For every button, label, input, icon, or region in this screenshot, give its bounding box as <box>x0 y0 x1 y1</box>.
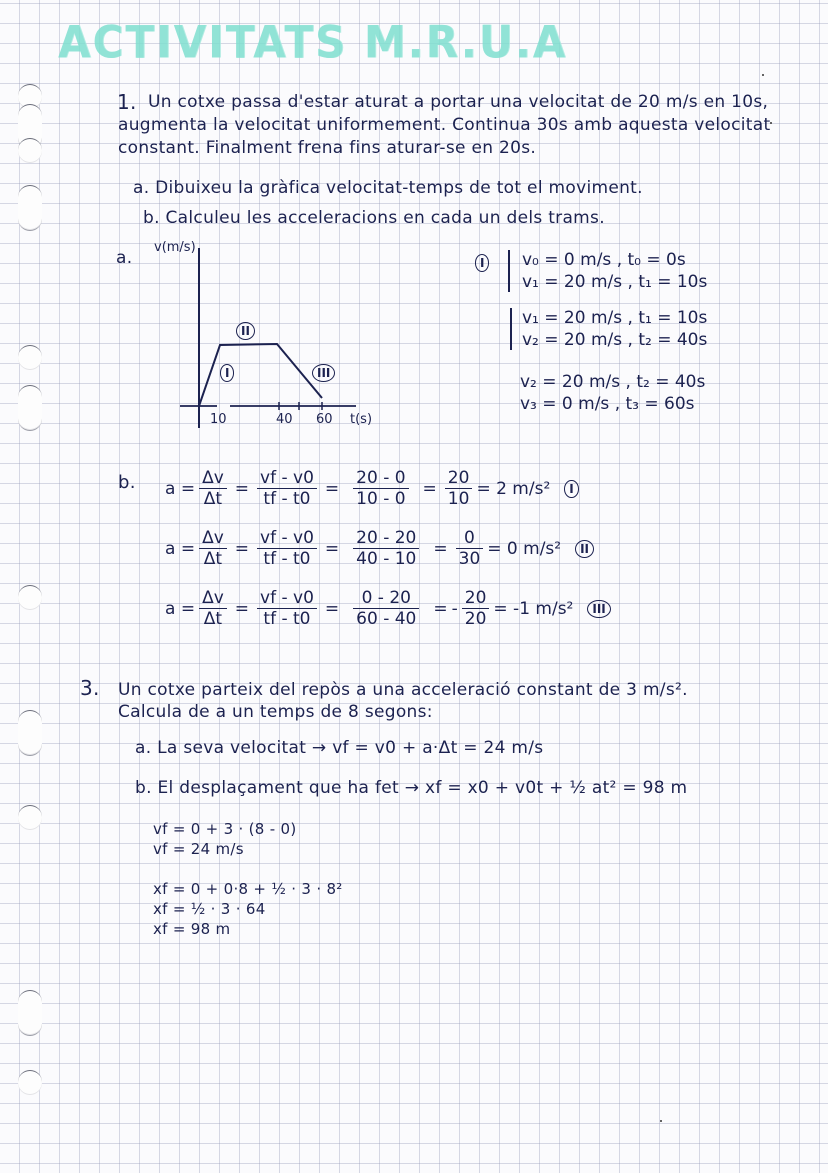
segment-marker-i: I <box>220 364 234 382</box>
answer-a-label: a. <box>116 248 133 268</box>
equation-result: = -1 m/s² <box>493 598 574 619</box>
task-text: La seva velocitat <box>157 738 307 758</box>
segment1-final: v₁ = 20 m/s , t₁ = 10s <box>522 272 708 292</box>
task-label: b. <box>143 208 160 228</box>
punch-hole <box>18 385 42 431</box>
velocity-work-line: vf = 0 + 3 · (8 - 0) <box>153 820 297 838</box>
problem3-statement-line: Calcula de a un temps de 8 segons: <box>118 702 433 722</box>
segment3-initial: v₂ = 20 m/s , t₂ = 40s <box>520 372 706 392</box>
segment-marker-ii: II <box>236 322 255 340</box>
segment2-bracket <box>510 308 512 350</box>
problem1-task-a <box>133 178 643 198</box>
task-label: a. <box>133 178 150 198</box>
task-formula: vf = v0 + a·Δt = 24 m/s <box>332 738 544 758</box>
x-axis-label: t(s) <box>350 412 373 427</box>
acceleration-row-1: a = $\frac{\Delta v}{\Delta t}$ = $\frac{vf - v0}{tf - t0}$ = $\frac{20 - 0}{10 - 0}$ = $\frac{20}{10}$ = 2 m/s² I <box>165 468 579 509</box>
problem1-statement-line: augmenta la velocitat uniformement. Continua 30s amb aquesta velocitat <box>118 115 771 135</box>
task-text: Dibuixeu la gràfica velocitat-temps de tot el moviment. <box>155 178 643 198</box>
problem3-task-a <box>135 738 543 758</box>
punch-hole <box>18 805 42 830</box>
equation-result: = 0 m/s² <box>487 538 562 559</box>
task-label: b. <box>135 778 152 798</box>
segment-data-marker-i: I <box>475 254 489 272</box>
segment-marker-iii: III <box>312 364 335 382</box>
displacement-work-line: xf = 98 m <box>153 920 231 938</box>
task-text: El desplaçament que ha fet <box>157 778 399 798</box>
y-axis-label: v(m/s) <box>154 240 196 255</box>
acceleration-row-2: a = $\frac{\Delta v}{\Delta t}$ = $\frac{vf - v0}{tf - t0}$ = $\frac{20 - 20}{40 - 10}$ = $\frac{0}{30}$ = 0 m/s² II <box>165 528 594 569</box>
problem1-statement-line: constant. Finalment frena fins aturar-se en 20s. <box>118 138 537 158</box>
punch-hole <box>18 1070 42 1095</box>
arrow-icon: → <box>311 738 327 758</box>
paper-speck <box>660 1120 662 1122</box>
punch-hole <box>18 138 42 163</box>
acceleration-row-3: a = $\frac{\Delta v}{\Delta t}$ = $\frac{vf - v0}{tf - t0}$ = $\frac{0 - 20}{60 - 40}$ = - $\frac{20}{20}$ = -1 m/s² III <box>165 588 611 629</box>
displacement-work-line: xf = 0 + 0·8 + ½ · 3 · 8² <box>153 880 343 898</box>
segment-marker-ii: II <box>575 540 594 558</box>
punch-hole <box>18 710 42 756</box>
problem1-task-b <box>143 208 605 228</box>
paper-speck <box>762 74 764 76</box>
problem3-number: 3. <box>80 676 100 700</box>
answer-b-label: b. <box>118 472 136 493</box>
equation-lhs: a = <box>165 538 196 559</box>
task-text: Calculeu les acceleracions en cada un dels trams. <box>165 208 605 228</box>
punch-hole <box>18 990 42 1036</box>
segment-marker-iii: III <box>587 600 610 618</box>
equation-lhs: a = <box>165 598 196 619</box>
segment1-initial: v₀ = 0 m/s , t₀ = 0s <box>522 250 686 270</box>
equation-result: = 2 m/s² <box>476 478 551 499</box>
segment3-final: v₃ = 0 m/s , t₃ = 60s <box>520 394 695 414</box>
punch-hole <box>18 345 42 370</box>
page-title: ACTIVITATS M.R.U.A <box>58 16 568 69</box>
problem1-statement-line: Un cotxe passa d'estar aturat a portar una velocitat de 20 m/s en 10s, <box>148 92 769 112</box>
problem3-task-b <box>135 778 687 798</box>
segment-marker-i: I <box>564 480 578 498</box>
velocity-work-line: vf = 24 m/s <box>153 840 244 858</box>
punch-hole <box>18 185 42 231</box>
segment2-initial: v₁ = 20 m/s , t₁ = 10s <box>522 308 708 328</box>
velocity-time-plot <box>100 240 420 440</box>
problem3-statement-line: Un cotxe parteix del repòs a una acceleració constant de 3 m/s². <box>118 680 688 700</box>
x-tick-60: 60 <box>316 412 333 427</box>
equation-lhs: a = <box>165 478 196 499</box>
velocity-time-graph <box>100 240 420 440</box>
x-tick-40: 40 <box>276 412 293 427</box>
segment1-bracket <box>508 250 510 292</box>
problem1-number: 1. <box>117 90 137 114</box>
punch-hole <box>18 585 42 610</box>
task-formula: xf = x0 + v0t + ½ at² = 98 m <box>424 778 688 798</box>
displacement-work-line: xf = ½ · 3 · 64 <box>153 900 266 918</box>
arrow-icon: → <box>404 778 420 798</box>
x-tick-10: 10 <box>210 412 227 427</box>
task-label: a. <box>135 738 152 758</box>
segment2-final: v₂ = 20 m/s , t₂ = 40s <box>522 330 708 350</box>
